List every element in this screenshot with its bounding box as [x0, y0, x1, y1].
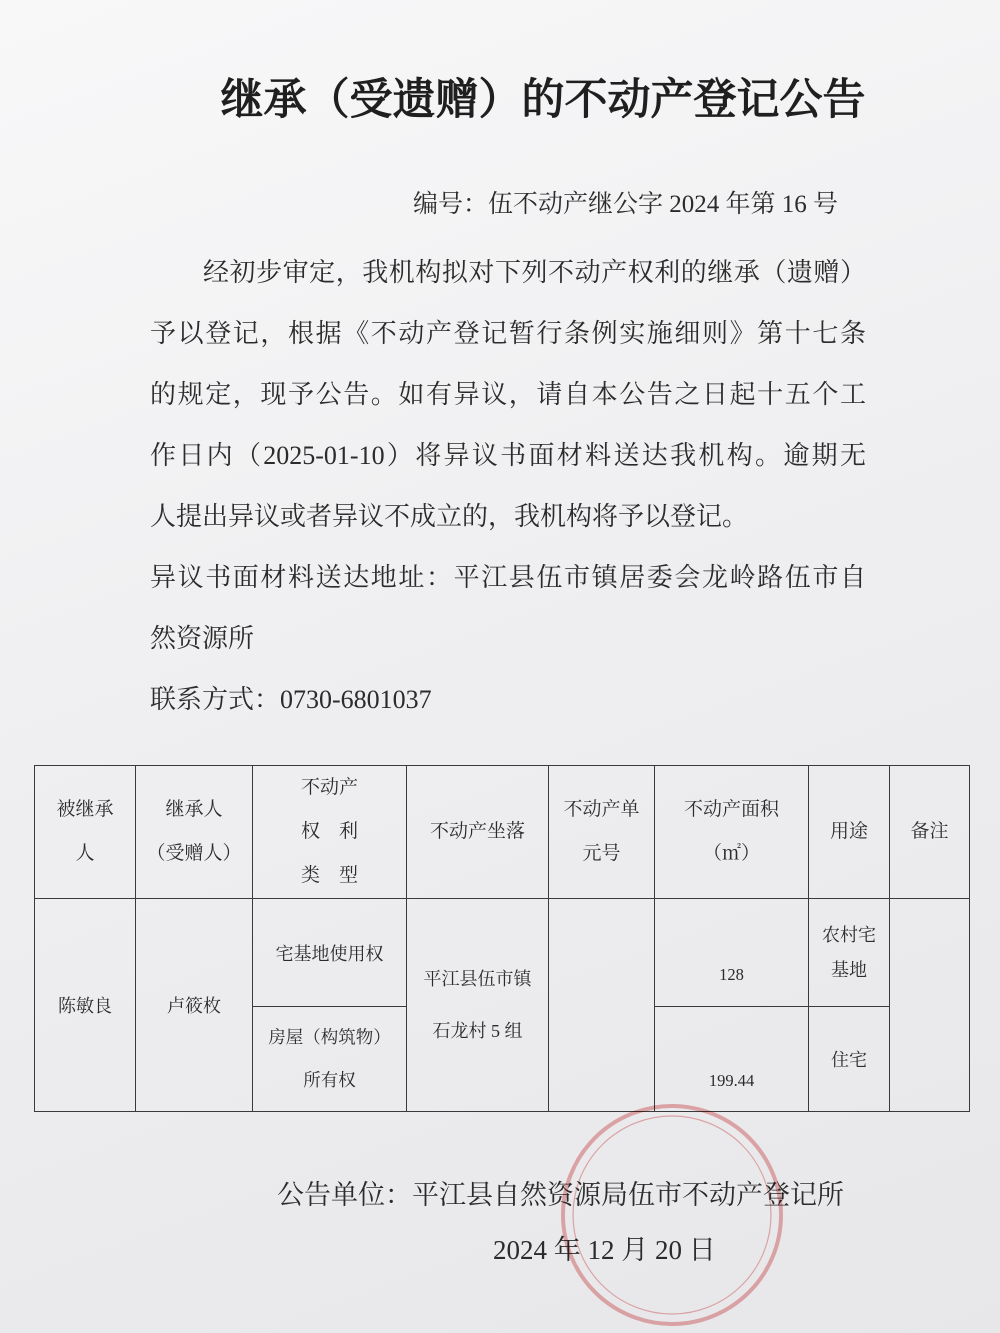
property-table — [34, 765, 970, 1112]
header-usage — [809, 766, 890, 899]
body-line-3: 的规定，现予公告。如有异议，请自本公告之日起十五个工 — [150, 380, 866, 409]
issue-date: 2024 年 12 月 20 日 — [493, 1235, 716, 1265]
contact-line: 联系方式：0730-6801037 — [150, 685, 432, 714]
body-line-4: 作日内（2025-01-10）将异议书面材料送达我机构。逾期无 — [150, 441, 866, 470]
header-right-type — [253, 766, 407, 899]
notice-body — [150, 242, 866, 730]
cell-remarks — [890, 899, 970, 1112]
header-text: 不动产坐落 — [429, 821, 525, 842]
right-type-text: 房屋（构筑物）所有权 — [268, 1027, 391, 1090]
cell-right-type: 宅基地使用权 — [253, 899, 407, 1007]
cell-area: 128 — [655, 899, 809, 1007]
table-row — [35, 899, 970, 1007]
notice-title: 继承（受遗赠）的不动产登记公告 — [220, 76, 866, 124]
header-text: 元号 — [582, 843, 621, 864]
issuer-line: 公告单位：平江县自然资源局伍市不动产登记所 — [277, 1180, 844, 1210]
location-text: 平江县伍市镇石龙村 5 组 — [423, 969, 532, 1041]
header-decedent — [35, 766, 136, 899]
header-text: 被继承 — [56, 799, 114, 820]
cell-usage — [809, 899, 890, 1007]
header-heir — [136, 766, 253, 899]
header-text: （㎡） — [702, 843, 760, 864]
header-text: 用途 — [829, 821, 868, 842]
notice-number: 编号：伍不动产继公字 2024 年第 16 号 — [413, 191, 839, 218]
header-text: 不动产单 — [563, 799, 640, 820]
header-text: 不动产 — [301, 777, 359, 798]
header-location — [407, 766, 549, 899]
official-seal-icon — [557, 1100, 787, 1330]
usage-text: 农村宅基地 — [822, 924, 876, 980]
cell-decedent: 陈敏良 — [35, 899, 136, 1112]
cell-heir: 卢筱枚 — [136, 899, 253, 1112]
body-line-5: 人提出异议或者异议不成立的，我机构将予以登记。 — [150, 502, 749, 531]
header-text: 人 — [75, 843, 95, 864]
cell-usage: 住宅 — [809, 1007, 890, 1112]
header-text: 权利 — [301, 821, 358, 842]
table-header-row — [35, 766, 970, 899]
body-line-2: 予以登记，根据《不动产登记暂行条例实施细则》第十七条 — [150, 319, 866, 348]
address-line-2: 然资源所 — [150, 624, 255, 653]
cell-unit-number — [549, 899, 655, 1112]
header-text: 备注 — [910, 821, 949, 842]
cell-location — [407, 899, 549, 1112]
body-line-1: 经初步审定，我机构拟对下列不动产权利的继承（遗赠） — [203, 258, 866, 287]
header-text: 类型 — [301, 865, 358, 886]
header-area — [655, 766, 809, 899]
header-text: （受赠人） — [146, 843, 242, 864]
header-unit-number — [549, 766, 655, 899]
address-line-1: 异议书面材料送达地址：平江县伍市镇居委会龙岭路伍市自 — [150, 563, 866, 592]
cell-area: 199.44 — [655, 1007, 809, 1112]
cell-right-type — [253, 1007, 407, 1112]
header-text: 不动产面积 — [683, 799, 779, 820]
header-text: 继承人 — [165, 799, 223, 820]
header-remarks — [890, 766, 970, 899]
